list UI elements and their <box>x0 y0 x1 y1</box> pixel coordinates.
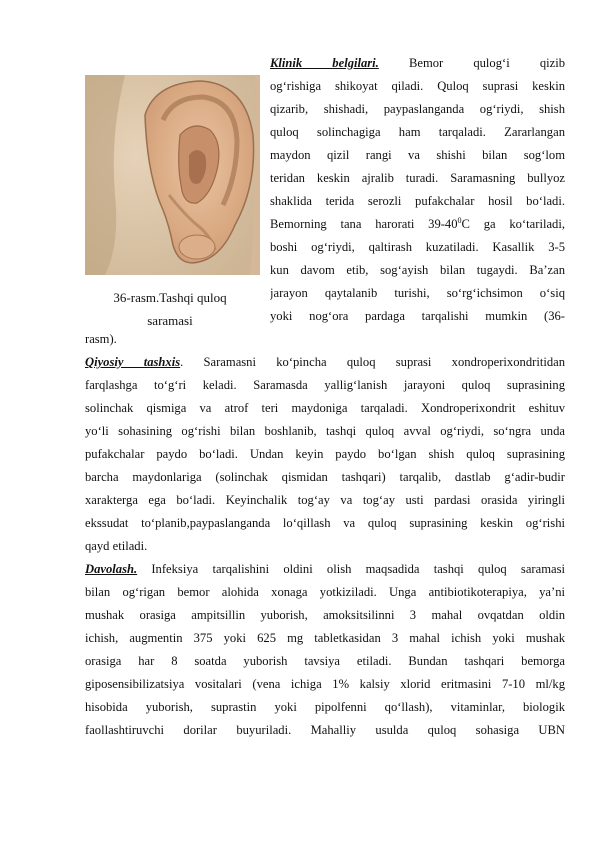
paragraph-line: Qiyosiy tashxis. Saramasni ko‘pincha quloq suprasi xondroperixondritidan <box>85 355 565 369</box>
paragraph-line: ichish, augmentin 375 yoki 625 mg tabletkasidan 3 mahal ichish yoki mushak <box>85 631 565 645</box>
paragraph-line: pufakchalar paydo bo‘ladi. Undan keyin paydo bo‘lgan shish quloq suprasining <box>85 447 565 461</box>
paragraph-line: bilan og‘rigan bemor alohida xonaga yotkiziladi. Unga antibiotikoterapiya, ya’ni <box>85 585 565 599</box>
paragraph-line: rasm). <box>85 332 117 346</box>
section-heading-davolash: Davolash. <box>85 562 138 576</box>
paragraph-line: qizarib, shishadi, paypaslanganda og‘riydi, shish <box>270 102 565 116</box>
paragraph-line: Davolash. Infeksiya tarqalishini oldini olish maqsadida tashqi quloq saramasi <box>85 562 565 576</box>
paragraph-line: barcha maydonlariga (solinchak qismidan tashqari) tarqalib, dastlab g‘adir-budir <box>85 470 565 484</box>
paragraph-line: maydon qizil rangi va shishi bilan sog‘lom <box>270 148 565 162</box>
paragraph-line: xarakterga ega bo‘ladi. Keyinchalik tog‘ay va tog‘ay usti pardasi orasida yiringli <box>85 493 565 507</box>
caption-line-1: 36-rasm.Tashqi quloq <box>113 290 227 305</box>
paragraph-line: kun davom etib, sog‘ayish bilan tugaydi. Ba’zan <box>270 263 565 277</box>
paragraph-line: hisobida yuborish, suprastin yoki pipolfenni qo‘llash), vitaminlar, biologik <box>85 700 565 714</box>
paragraph-line: faollashtiruvchi dorilar buyuriladi. Mahalliy usulda quloq sohasiga UBN <box>85 723 565 737</box>
ear-image <box>85 75 260 275</box>
paragraph-line: giposensibilizatsiya vositalari (vena ichiga 1% kalsiy xlorid eritmasini 7-10 ml/kg <box>85 677 565 691</box>
paragraph-line: yoki nog‘ora pardaga tarqalishi mumkin (36- <box>270 309 565 323</box>
paragraph-line: solinchak qismiga va atrof teri maydoniga tarqaladi. Xondroperixondrit eshituv <box>85 401 565 415</box>
paragraph-line: yo‘li sohasining og‘rishi bilan boshlanib, tashqi quloq avval og‘riydi, so‘ngra unda <box>85 424 565 438</box>
paragraph-line: mushak orasiga ampitsillin yuborish, amoksitsilinni 3 mahal ovqatdan oldin <box>85 608 565 622</box>
paragraph-line: jarayon qaytalanib turishi, so‘rg‘ichsimon o‘siq <box>270 286 565 300</box>
paragraph-line: Klinik belgilari. Bemor qulog‘i qizib <box>270 56 565 70</box>
paragraph-line: Bemorning tana harorati $39-40^0C$ ga ko‘tariladi, <box>270 216 565 231</box>
paragraph-line: orasiga har 8 soatda yuborish tavsiya etiladi. Bundan tashqari bemorga <box>85 654 565 668</box>
section-heading-qiyosiy: Qiyosiy tashxis <box>85 355 181 369</box>
paragraph-line: ekssudat to‘planib,paypaslanganda lo‘qillash va quloq suprasining keskin og‘rishi <box>85 516 565 530</box>
paragraph-line: teridan keskin ajralib turadi. Saramasning bullyoz <box>270 171 565 185</box>
ear-illustration <box>85 75 260 275</box>
paragraph-line: farqlashga to‘g‘ri keladi. Saramasda yallig‘lanish jarayoni quloq suprasining <box>85 378 565 392</box>
figure-caption <box>90 286 250 332</box>
paragraph-line: shaklida terida serozli pufakchalar hosil bo‘ladi. <box>270 194 565 208</box>
section-heading-klinik: Klinik belgilari. <box>270 56 379 70</box>
paragraph-line: og‘rishiga shikoyat qiladi. Quloq suprasi keskin <box>270 79 565 93</box>
paragraph-line: qayd etiladi. <box>85 539 148 553</box>
caption-line-2: saramasi <box>147 313 193 328</box>
paragraph-line: boshi og‘riydi, qaltirash kuzatiladi. Kasallik 3-5 <box>270 240 565 254</box>
paragraph-line: quloq solinchagiga ham tarqaladi. Zararlangan <box>270 125 565 139</box>
